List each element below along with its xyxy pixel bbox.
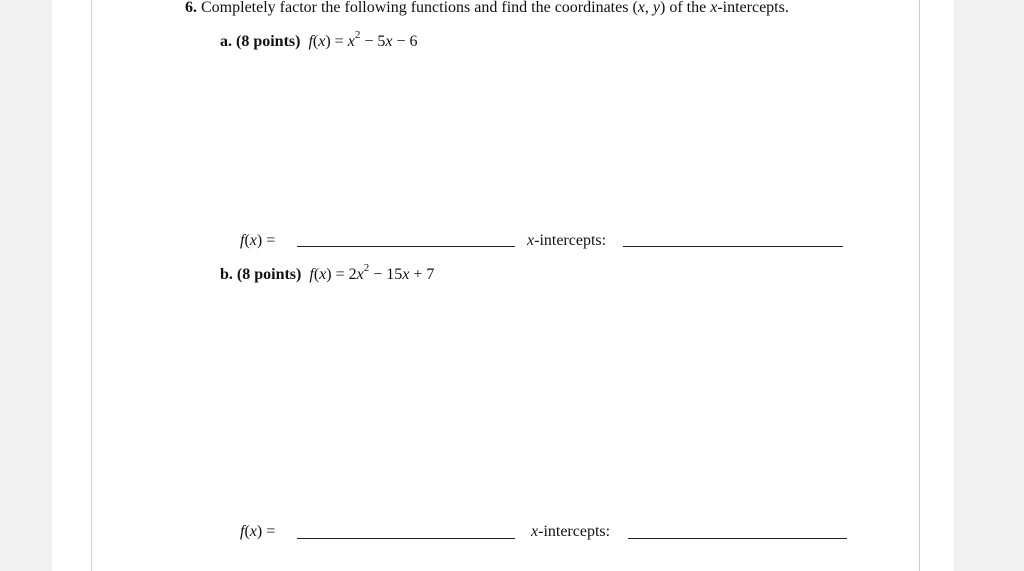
part-b-answer-label: f(x) =	[240, 523, 276, 540]
question-text-before: Completely factor the following functions and find the coordinates	[201, 0, 629, 16]
question-number: 6.	[185, 0, 197, 16]
part-a-header	[220, 28, 418, 51]
part-a-function: $f(x) = x^2 - 5x - 6$	[308, 28, 418, 50]
part-b-label: b.	[220, 266, 233, 283]
document-page	[52, 0, 954, 571]
part-b-header	[220, 261, 435, 284]
part-a-intercepts-label: x-intercepts:	[527, 232, 607, 249]
question-heading	[185, 0, 789, 17]
part-b-points: (8 points)	[236, 266, 302, 283]
left-gutter	[0, 0, 52, 571]
part-a-label: a.	[220, 33, 232, 50]
part-b-intercepts-label: x-intercepts:	[531, 523, 611, 540]
question-coord: (x, y)	[632, 0, 666, 16]
part-a-answer-label: f(x) =	[240, 232, 276, 249]
page-margin-line-left	[91, 0, 92, 571]
question-text-middle: of the	[669, 0, 707, 16]
right-gutter	[954, 0, 1024, 571]
part-a-intercepts-answer-blank[interactable]	[623, 246, 843, 247]
part-a-points: (8 points)	[236, 33, 301, 50]
page-margin-line-right	[919, 0, 920, 571]
part-b-factor-answer-blank[interactable]	[297, 538, 515, 539]
part-b-intercepts-answer-blank[interactable]	[628, 538, 847, 539]
question-var: x-intercepts.	[710, 0, 789, 16]
part-a-factor-answer-blank[interactable]	[297, 246, 515, 247]
part-b-function: $f(x) = 2x^2 - 15x + 7$	[309, 261, 435, 283]
